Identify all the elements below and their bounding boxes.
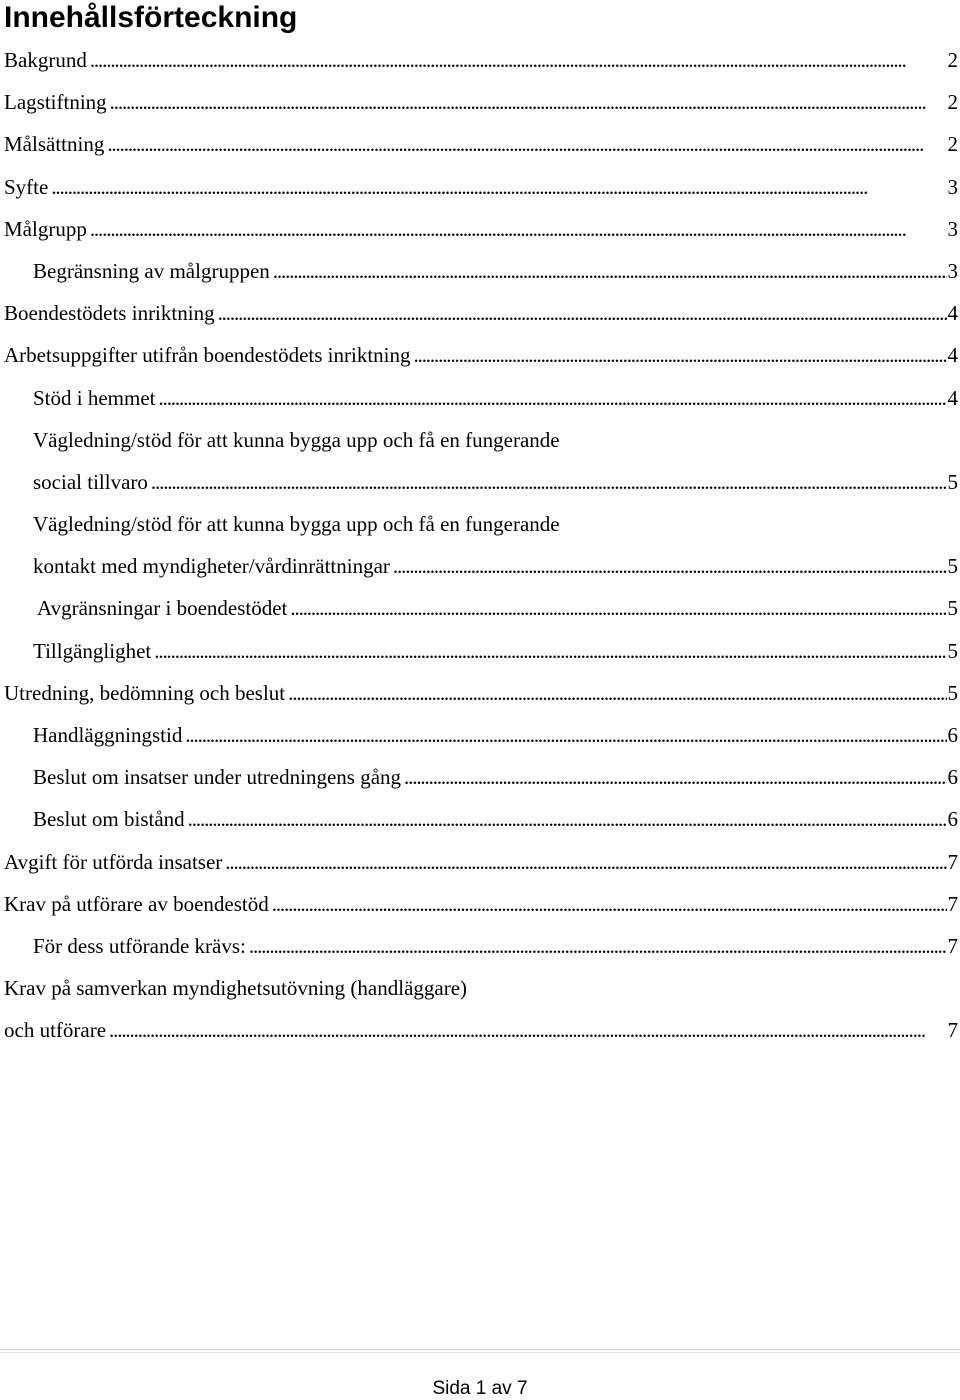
toc-entry-page-number: 4	[947, 385, 958, 410]
toc-leader-dots	[272, 892, 947, 917]
toc-leader-dots	[273, 259, 947, 284]
toc-entry-label: Boendestödets inriktning	[4, 301, 215, 326]
toc-entry[interactable]	[0, 843, 960, 885]
toc-entry-page-number: 6	[947, 807, 958, 832]
toc-leader-dots	[90, 217, 947, 242]
toc-entry-page-number: 5	[947, 469, 958, 494]
toc-leader-dots	[290, 596, 946, 621]
toc-entry[interactable]	[0, 379, 960, 421]
toc-entry-label: Beslut om insatser under utredningens gång	[33, 765, 402, 790]
toc-entry[interactable]	[0, 758, 960, 800]
toc-entry-page-number: 3	[947, 258, 958, 283]
toc-entry[interactable]	[0, 463, 960, 505]
toc-entry-label: Begränsning av målgruppen	[33, 258, 270, 283]
toc-entry[interactable]	[0, 969, 960, 1011]
toc-entry-label: Målsättning	[4, 132, 105, 157]
toc-entry[interactable]	[0, 210, 960, 252]
toc-entry-label: kontakt med myndigheter/vårdinrättningar	[33, 554, 390, 579]
toc-entry-page-number: 3	[947, 174, 958, 199]
toc-entry-label: Utredning, bedömning och beslut	[4, 680, 286, 705]
toc-entry-page-number: 2	[947, 132, 958, 157]
toc-entry-page-number: 2	[947, 48, 958, 72]
toc-entry-page-number: 5	[947, 638, 958, 663]
toc-leader-dots	[404, 765, 946, 790]
toc-leader-dots	[185, 723, 946, 748]
toc-leader-dots	[393, 554, 947, 579]
toc-entry-page-number: 7	[947, 849, 958, 874]
toc-leader-dots	[151, 470, 947, 495]
toc-entry[interactable]	[0, 294, 960, 336]
toc-entry[interactable]	[0, 252, 960, 294]
toc-entry[interactable]	[0, 547, 960, 589]
footer-divider	[0, 1349, 960, 1350]
toc-leader-dots	[51, 175, 946, 200]
toc-leader-dots	[249, 934, 947, 959]
toc-entry-label: Arbetsuppgifter utifrån boendestödets inriktning	[4, 343, 411, 368]
toc-entry-page-number: 5	[947, 680, 958, 705]
toc-leader-dots	[90, 48, 947, 73]
toc-entry-label: social tillvaro	[33, 469, 148, 494]
toc-entry-page-number: 3	[947, 216, 958, 241]
toc-entry-label: Syfte	[4, 174, 49, 199]
toc-entry-page-number: 2	[947, 90, 958, 115]
toc-leader-dots	[110, 90, 947, 115]
toc-entry[interactable]	[0, 632, 960, 674]
toc-entry-label: Tillgänglighet	[33, 638, 152, 663]
toc-entry-page-number: 4	[947, 343, 958, 368]
toc-leader-dots	[109, 1018, 946, 1043]
table-of-contents	[0, 41, 960, 1054]
toc-entry-label: Stöd i hemmet	[33, 385, 156, 410]
toc-entry[interactable]	[0, 1011, 960, 1053]
toc-entry[interactable]	[0, 125, 960, 167]
toc-entry[interactable]	[0, 800, 960, 842]
toc-leader-dots	[225, 850, 946, 875]
toc-entry[interactable]	[0, 885, 960, 927]
toc-entry[interactable]	[0, 716, 960, 758]
toc-leader-dots	[218, 301, 947, 326]
toc-entry-page-number: 4	[947, 301, 958, 326]
toc-entry-page-number: 5	[947, 596, 958, 621]
toc-leader-dots	[154, 639, 946, 664]
toc-entry-label: Krav på samverkan myndighetsutövning (handläggare)	[4, 976, 468, 1001]
toc-entry[interactable]	[0, 336, 960, 378]
toc-entry-page-number: 7	[947, 891, 958, 916]
toc-title: Innehållsförteckning	[4, 1, 298, 34]
toc-entry[interactable]	[0, 674, 960, 716]
toc-entry-page-number: 6	[947, 765, 958, 790]
toc-leader-dots	[188, 807, 947, 832]
toc-entry-page-number: 5	[947, 554, 958, 579]
toc-entry-label: Beslut om bistånd	[33, 807, 185, 832]
toc-entry-label: Målgrupp	[4, 216, 87, 241]
toc-entry[interactable]	[0, 505, 960, 547]
toc-entry-label: och utförare	[4, 1018, 107, 1043]
page-footer: Sida 1 av 7	[432, 1378, 528, 1399]
toc-entry-page-number: 6	[947, 723, 958, 747]
toc-entry-label: Vägledning/stöd för att kunna bygga upp och få en fungerande	[33, 427, 560, 452]
toc-entry-label: Avgränsningar i boendestödet	[37, 596, 288, 621]
toc-entry[interactable]	[0, 589, 960, 631]
footer-divider-secondary	[0, 1352, 960, 1353]
toc-entry[interactable]	[0, 421, 960, 463]
toc-entry-label: Bakgrund	[4, 48, 87, 72]
toc-entry-label: För dess utförande krävs:	[33, 933, 246, 958]
toc-entry-label: Handläggningstid	[33, 723, 183, 747]
toc-entry[interactable]	[0, 927, 960, 969]
toc-entry-label: Avgift för utförda insatser	[4, 849, 223, 874]
toc-entry[interactable]	[0, 168, 960, 210]
toc-entry[interactable]	[0, 83, 960, 125]
toc-entry-label: Krav på utförare av boendestöd	[4, 891, 269, 916]
toc-entry[interactable]	[0, 41, 960, 83]
toc-entry-label: Lagstiftning	[4, 90, 107, 115]
toc-entry-page-number: 7	[947, 1018, 958, 1043]
toc-leader-dots	[414, 343, 947, 368]
toc-leader-dots	[288, 681, 946, 706]
toc-leader-dots	[107, 132, 946, 157]
toc-entry-label: Vägledning/stöd för att kunna bygga upp och få en fungerande	[33, 512, 560, 537]
toc-leader-dots	[159, 386, 947, 411]
toc-entry-page-number: 7	[947, 933, 958, 958]
